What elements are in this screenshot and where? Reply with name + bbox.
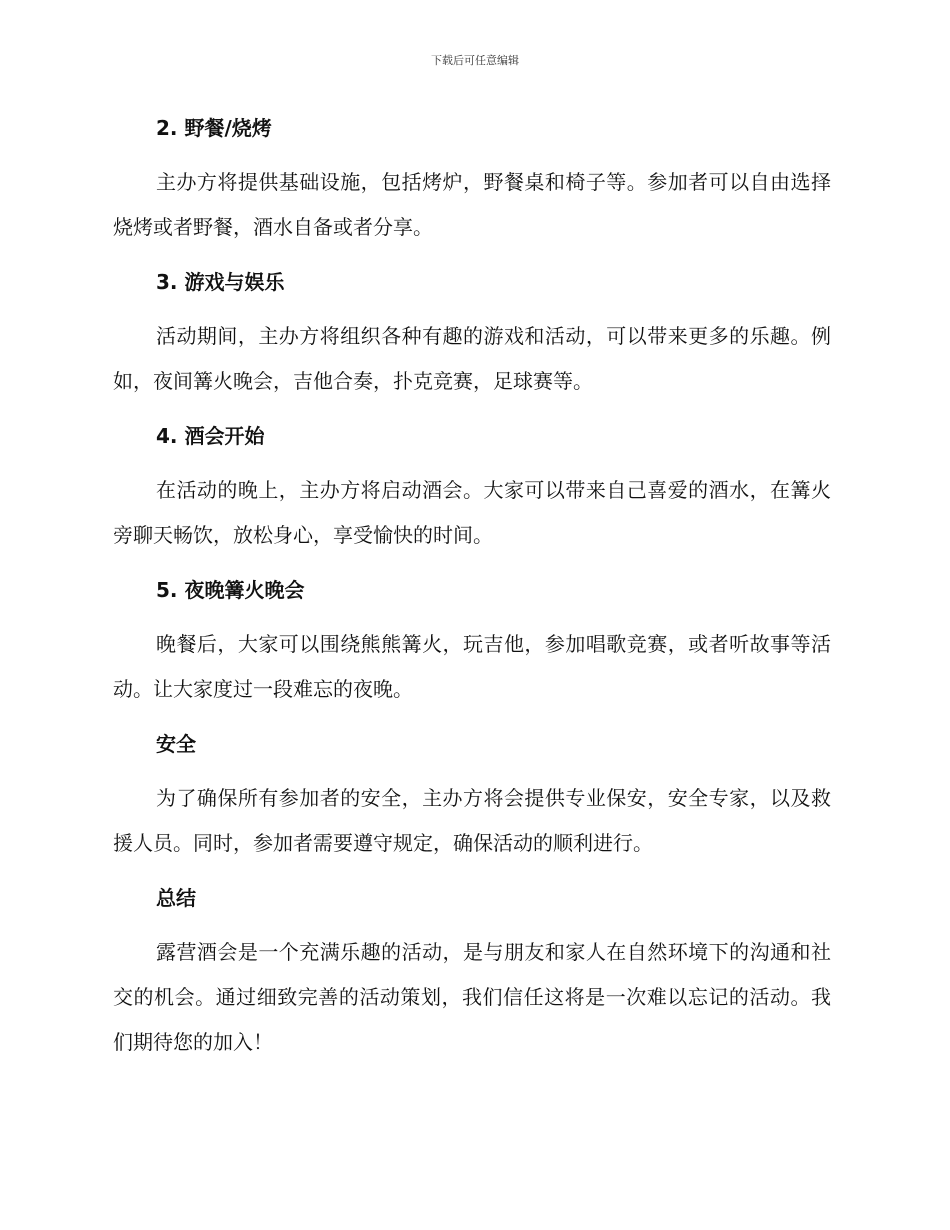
section-paragraph: 为了确保所有参加者的安全，主办方将会提供专业保安，安全专家，以及救援人员。同时，参加者需要遵守规定，确保活动的顺利进行。 (113, 786, 831, 855)
section-paragraph: 活动期间，主办方将组织各种有趣的游戏和活动，可以带来更多的乐趣。例如，夜间篝火晚会，吉他合奏，扑克竞赛，足球赛等。 (113, 324, 831, 393)
section-safety (113, 726, 831, 866)
document-body (113, 110, 831, 1079)
section-heading: 2. 野餐/烧烤 (156, 116, 272, 140)
section-paragraph: 在活动的晚上，主办方将启动酒会。大家可以带来自己喜爱的酒水，在篝火旁聊天畅饮，放松身心，享受愉快的时间。 (113, 478, 831, 547)
section-paragraph: 晚餐后，大家可以围绕熊熊篝火，玩吉他，参加唱歌竞赛，或者听故事等活动。让大家度过一段难忘的夜晚。 (113, 632, 831, 701)
section-paragraph: 露营酒会是一个充满乐趣的活动，是与朋友和家人在自然环境下的沟通和社交的机会。通过细致完善的活动策划，我们信任这将是一次难以忘记的活动。我们期待您的加入！ (113, 940, 831, 1054)
section-heading: 4. 酒会开始 (156, 424, 265, 448)
section-heading: 5. 夜晚篝火晚会 (156, 578, 305, 602)
section-games-entertainment (113, 264, 831, 404)
section-summary (113, 880, 831, 1065)
section-picnic-bbq (113, 110, 831, 250)
section-heading: 安全 (156, 732, 196, 756)
section-bonfire-night (113, 572, 831, 712)
section-heading: 总结 (156, 886, 196, 910)
page-header-note: 下载后可任意编辑 (431, 54, 519, 67)
section-heading: 3. 游戏与娱乐 (156, 270, 285, 294)
section-paragraph: 主办方将提供基础设施，包括烤炉，野餐桌和椅子等。参加者可以自由选择烧烤或者野餐，酒水自备或者分享。 (113, 170, 831, 239)
section-party-start (113, 418, 831, 558)
